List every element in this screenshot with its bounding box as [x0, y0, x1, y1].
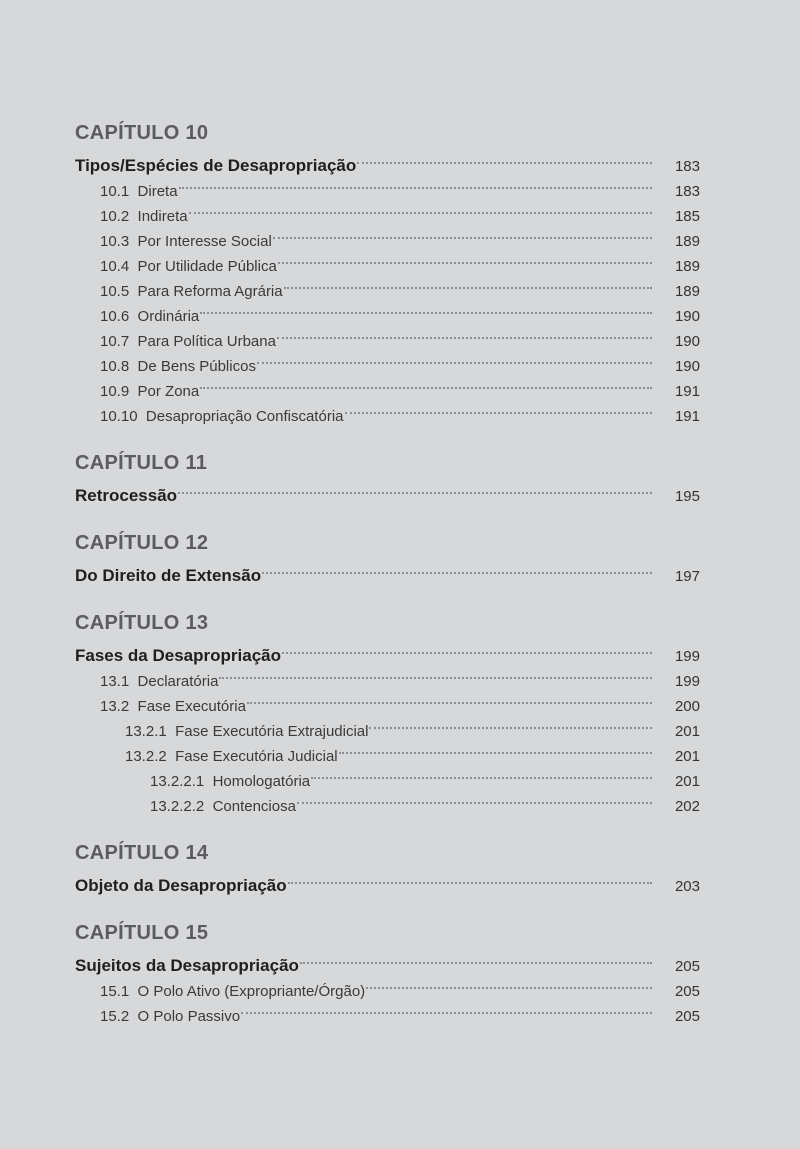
section-title: Para Política Urbana: [137, 333, 276, 350]
chapter-title: Tipos/Espécies de Desapropriação: [75, 156, 357, 175]
dot-leader: [278, 246, 652, 271]
chapter-label: CAPÍTULO 11: [75, 452, 208, 474]
dot-leader: [345, 396, 653, 421]
chapter-label: CAPÍTULO 14: [75, 842, 209, 864]
dot-leader: [178, 476, 652, 501]
section-title: Homologatória: [212, 773, 311, 790]
section-number: 15.2: [100, 1008, 130, 1025]
chapter-15: [75, 920, 700, 1025]
section-title: Fase Executória: [137, 698, 246, 715]
section-number: 10.8: [100, 358, 130, 375]
chapter-12: [75, 530, 700, 585]
chapter-title-row[interactable]: [75, 866, 700, 895]
section-title: Para Reforma Agrária: [137, 283, 283, 300]
section-number: 10.7: [100, 333, 130, 350]
dot-leader: [179, 171, 652, 196]
dot-leader: [257, 346, 652, 371]
page-number: 189: [674, 283, 700, 300]
dot-leader: [262, 556, 652, 581]
dot-leader: [357, 146, 652, 171]
toc-entry[interactable]: [75, 271, 700, 300]
table-of-contents: [75, 120, 700, 1050]
dot-leader: [300, 946, 652, 971]
page-number: 191: [674, 408, 700, 425]
section-title: Ordinária: [137, 308, 200, 325]
chapter-label: CAPÍTULO 13: [75, 612, 209, 634]
dot-leader: [247, 686, 652, 711]
page-number: 201: [674, 748, 700, 765]
toc-entry[interactable]: [75, 321, 700, 350]
toc-entry[interactable]: [75, 371, 700, 400]
toc-entry[interactable]: [75, 171, 700, 200]
section-title: Por Utilidade Pública: [137, 258, 277, 275]
section-number: 13.1: [100, 673, 130, 690]
section-number: 10.6: [100, 308, 130, 325]
dot-leader: [282, 636, 652, 661]
section-title: Por Interesse Social: [137, 233, 272, 250]
section-number: 13.2.1: [125, 723, 167, 740]
section-title: Indireta: [137, 208, 188, 225]
page-number: 205: [674, 958, 700, 975]
toc-entry[interactable]: [75, 686, 700, 715]
dot-leader: [297, 786, 652, 811]
section-number: 13.2: [100, 698, 130, 715]
dot-leader: [366, 971, 652, 996]
chapter-title-row[interactable]: [75, 556, 700, 585]
chapter-title: Retrocessão: [75, 486, 178, 505]
page-number: 203: [674, 878, 700, 895]
dot-leader: [219, 661, 652, 686]
section-number: 10.1: [100, 183, 130, 200]
page-number: 189: [674, 258, 700, 275]
page-number: 183: [674, 183, 700, 200]
section-title: De Bens Públicos: [137, 358, 256, 375]
page-number: 205: [674, 983, 700, 1000]
section-number: 10.3: [100, 233, 130, 250]
section-title: Por Zona: [137, 383, 200, 400]
chapter-title: Fases da Desapropriação: [75, 646, 281, 665]
chapter-11: [75, 450, 700, 505]
section-number: 13.2.2.1: [150, 773, 205, 790]
chapter-label: CAPÍTULO 10: [75, 122, 209, 144]
toc-entry[interactable]: [75, 711, 700, 740]
chapter-10: [75, 120, 700, 425]
page-number: 199: [674, 673, 700, 690]
dot-leader: [273, 221, 652, 246]
dot-leader: [241, 996, 652, 1021]
toc-entry[interactable]: [75, 196, 700, 225]
section-title: Declaratória: [137, 673, 219, 690]
section-number: 10.5: [100, 283, 130, 300]
dot-leader: [277, 321, 652, 346]
chapter-title: Do Direito de Extensão: [75, 566, 262, 585]
toc-entry[interactable]: [75, 786, 700, 815]
section-number: 10.4: [100, 258, 130, 275]
toc-entry[interactable]: [75, 246, 700, 275]
dot-leader: [288, 866, 652, 891]
section-title: Contenciosa: [212, 798, 296, 815]
toc-entry[interactable]: [75, 396, 700, 425]
page-number: 202: [674, 798, 700, 815]
page-number: 199: [674, 648, 700, 665]
toc-entry[interactable]: [75, 996, 700, 1025]
section-title: Fase Executória Judicial: [175, 748, 338, 765]
chapter-label: CAPÍTULO 15: [75, 922, 209, 944]
section-title: Direta: [137, 183, 178, 200]
page-number: 191: [674, 383, 700, 400]
toc-entry[interactable]: [75, 761, 700, 790]
section-title: O Polo Passivo: [137, 1008, 241, 1025]
toc-entry[interactable]: [75, 736, 700, 765]
page-number: 195: [674, 488, 700, 505]
page-number: 189: [674, 233, 700, 250]
page-number: 201: [674, 723, 700, 740]
section-number: 13.2.2.2: [150, 798, 205, 815]
toc-entry[interactable]: [75, 661, 700, 690]
page-number: 200: [674, 698, 700, 715]
page-number: 197: [674, 568, 700, 585]
dot-leader: [369, 711, 652, 736]
chapter-label: CAPÍTULO 12: [75, 532, 209, 554]
dot-leader: [339, 736, 652, 761]
chapter-title-row[interactable]: [75, 476, 700, 505]
page-number: 185: [674, 208, 700, 225]
dot-leader: [200, 296, 652, 321]
page-number: 190: [674, 308, 700, 325]
chapter-title: Objeto da Desapropriação: [75, 876, 287, 895]
page-number: 190: [674, 358, 700, 375]
page-number: 201: [674, 773, 700, 790]
dot-leader: [189, 196, 652, 221]
toc-entry[interactable]: [75, 971, 700, 1000]
section-number: 10.9: [100, 383, 130, 400]
section-title: O Polo Ativo (Expropriante/Órgão): [137, 983, 366, 1000]
toc-entry[interactable]: [75, 296, 700, 325]
page-number: 183: [674, 158, 700, 175]
section-number: 13.2.2: [125, 748, 167, 765]
chapter-title-row[interactable]: [75, 946, 700, 975]
section-title: Desapropriação Confiscatória: [145, 408, 344, 425]
chapter-14: [75, 840, 700, 895]
dot-leader: [311, 761, 652, 786]
chapter-title: Sujeitos da Desapropriação: [75, 956, 299, 975]
page-number: 190: [674, 333, 700, 350]
toc-entry[interactable]: [75, 221, 700, 250]
chapter-13: [75, 610, 700, 815]
section-title: Fase Executória Extrajudicial: [175, 723, 369, 740]
page-number: 205: [674, 1008, 700, 1025]
dot-leader: [200, 371, 652, 396]
toc-entry[interactable]: [75, 346, 700, 375]
section-number: 10.10: [100, 408, 138, 425]
chapter-title-row[interactable]: [75, 146, 700, 175]
section-number: 10.2: [100, 208, 130, 225]
dot-leader: [284, 271, 652, 296]
section-number: 15.1: [100, 983, 130, 1000]
chapter-title-row[interactable]: [75, 636, 700, 665]
